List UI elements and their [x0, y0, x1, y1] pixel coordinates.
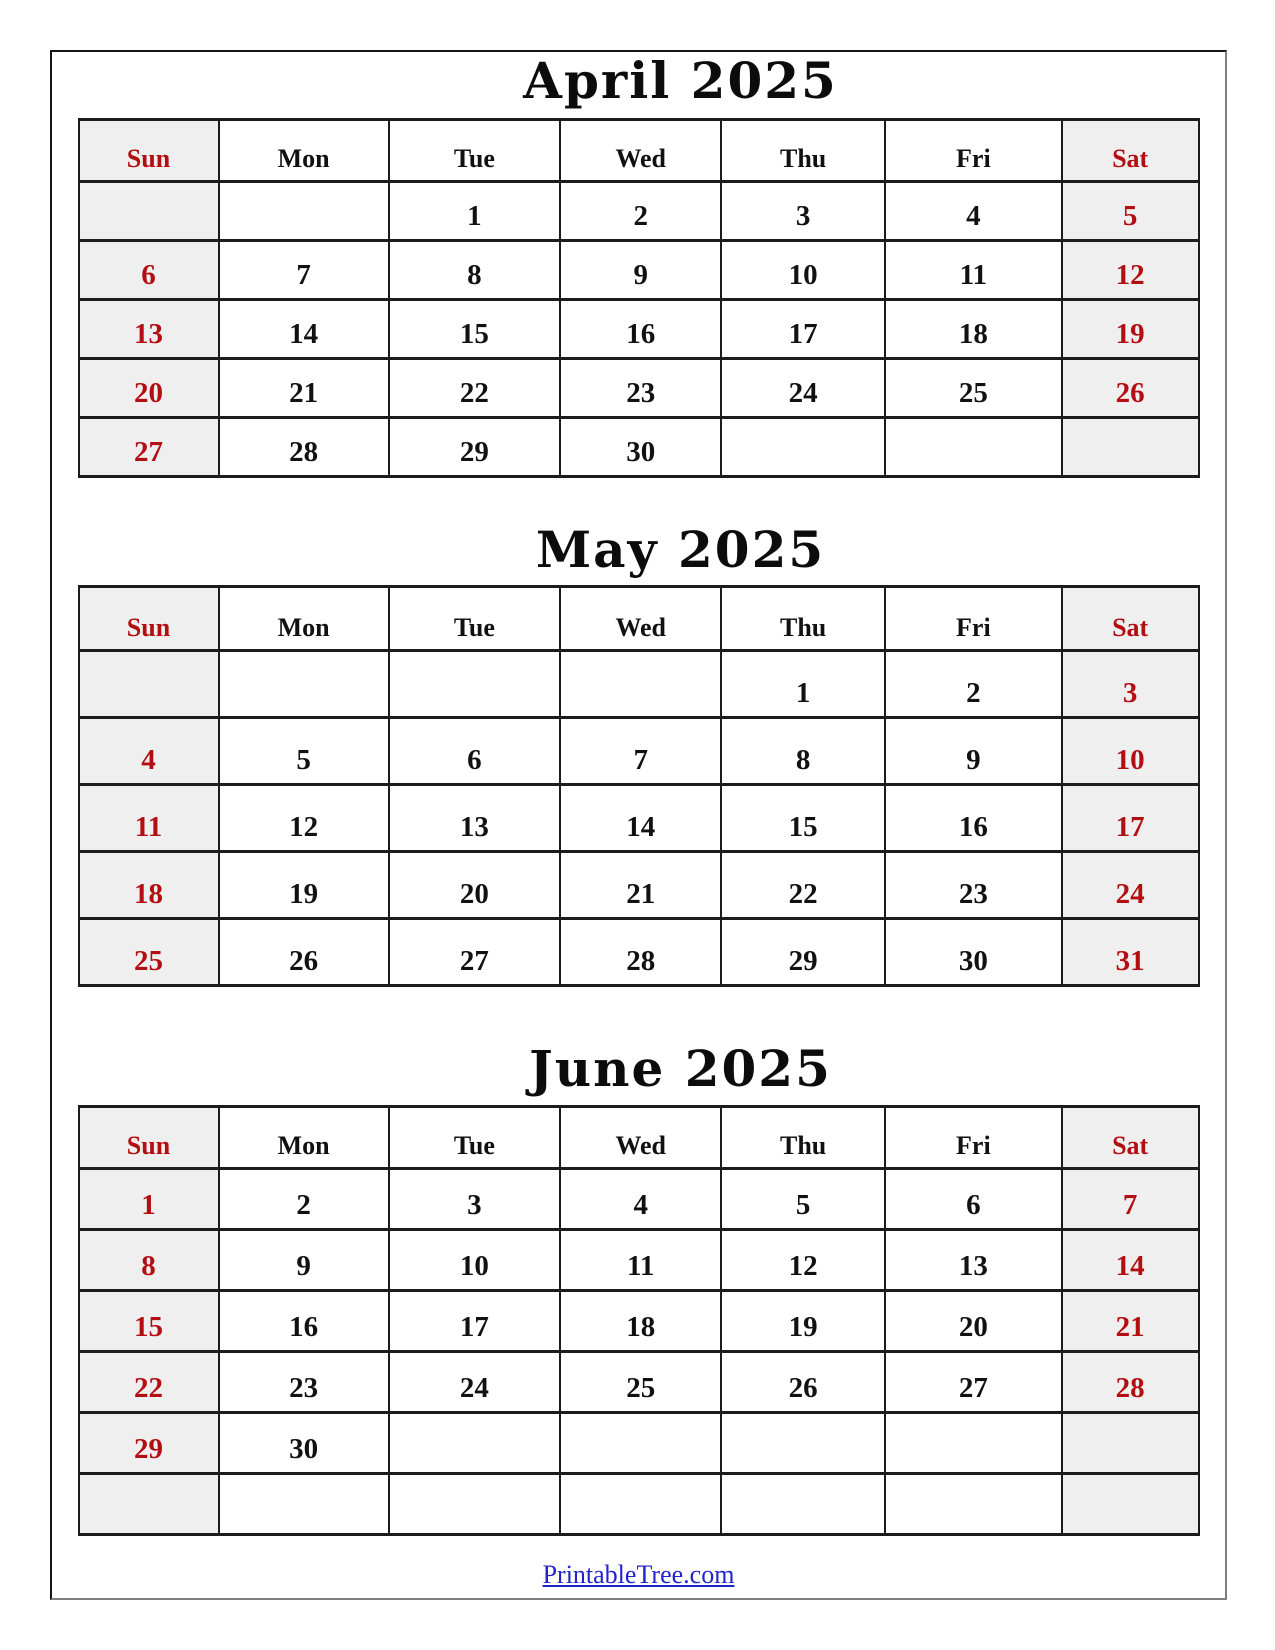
empty-day-cell: [79, 651, 219, 718]
week-row: [79, 651, 1199, 718]
week-row: [79, 240, 1199, 299]
day-cell: 25: [885, 358, 1062, 417]
week-row: [79, 1168, 1199, 1229]
day-cell: 27: [79, 417, 219, 476]
day-cell: 6: [79, 240, 219, 299]
empty-day-cell: [1062, 417, 1199, 476]
day-cell: 12: [1062, 240, 1199, 299]
month-section-april: [52, 51, 1225, 478]
week-row: [79, 1351, 1199, 1412]
day-cell: 2: [219, 1168, 389, 1229]
month-section-may: [52, 519, 1225, 988]
day-cell: 29: [79, 1412, 219, 1473]
empty-day-cell: [389, 1473, 560, 1534]
month-title: June 2025: [529, 1039, 832, 1098]
day-cell: 9: [885, 718, 1062, 785]
day-cell: 8: [721, 718, 885, 785]
day-cell: 3: [721, 181, 885, 240]
day-cell: 21: [219, 358, 389, 417]
day-cell: 23: [219, 1351, 389, 1412]
day-cell: 25: [79, 919, 219, 986]
empty-day-cell: [79, 181, 219, 240]
week-row: [79, 1229, 1199, 1290]
footer: [52, 1560, 1225, 1590]
weekday-header-mon: Mon: [219, 119, 389, 181]
day-cell: 2: [885, 651, 1062, 718]
day-cell: 13: [885, 1229, 1062, 1290]
day-cell: 6: [885, 1168, 1062, 1229]
empty-day-cell: [560, 1412, 721, 1473]
day-cell: 28: [560, 919, 721, 986]
weekday-header-row: [79, 1106, 1199, 1168]
week-row: [79, 417, 1199, 476]
week-row: [79, 181, 1199, 240]
day-cell: 11: [885, 240, 1062, 299]
day-cell: 23: [560, 358, 721, 417]
day-cell: 1: [79, 1168, 219, 1229]
day-cell: 31: [1062, 919, 1199, 986]
day-cell: 23: [885, 852, 1062, 919]
weekday-header-sun: Sun: [79, 587, 219, 651]
weekday-header-row: [79, 119, 1199, 181]
day-cell: 2: [560, 181, 721, 240]
day-cell: 17: [721, 299, 885, 358]
day-cell: 20: [79, 358, 219, 417]
weekday-header-tue: Tue: [389, 587, 560, 651]
day-cell: 8: [79, 1229, 219, 1290]
day-cell: 21: [1062, 1290, 1199, 1351]
day-cell: 7: [219, 240, 389, 299]
day-cell: 27: [885, 1351, 1062, 1412]
day-cell: 19: [721, 1290, 885, 1351]
weekday-header-sat: Sat: [1062, 587, 1199, 651]
day-cell: 14: [1062, 1229, 1199, 1290]
weekday-header-fri: Fri: [885, 119, 1062, 181]
weekday-header-mon: Mon: [219, 587, 389, 651]
week-row: [79, 852, 1199, 919]
calendar-table-june: [78, 1105, 1200, 1536]
day-cell: 4: [79, 718, 219, 785]
weekday-header-wed: Wed: [560, 1106, 721, 1168]
day-cell: 5: [219, 718, 389, 785]
day-cell: 13: [389, 785, 560, 852]
empty-day-cell: [560, 1473, 721, 1534]
day-cell: 5: [721, 1168, 885, 1229]
weekday-header-tue: Tue: [389, 119, 560, 181]
day-cell: 4: [560, 1168, 721, 1229]
day-cell: 16: [885, 785, 1062, 852]
day-cell: 20: [885, 1290, 1062, 1351]
weekday-header-tue: Tue: [389, 1106, 560, 1168]
day-cell: 24: [389, 1351, 560, 1412]
day-cell: 29: [721, 919, 885, 986]
empty-day-cell: [721, 1473, 885, 1534]
day-cell: 26: [219, 919, 389, 986]
empty-day-cell: [389, 1412, 560, 1473]
empty-day-cell: [1062, 1412, 1199, 1473]
week-row: [79, 785, 1199, 852]
empty-day-cell: [389, 651, 560, 718]
week-row: [79, 1412, 1199, 1473]
day-cell: 9: [560, 240, 721, 299]
day-cell: 26: [1062, 358, 1199, 417]
week-row: [79, 1473, 1199, 1534]
day-cell: 11: [560, 1229, 721, 1290]
day-cell: 15: [721, 785, 885, 852]
weekday-header-fri: Fri: [885, 1106, 1062, 1168]
day-cell: 15: [389, 299, 560, 358]
empty-day-cell: [219, 1473, 389, 1534]
week-row: [79, 358, 1199, 417]
empty-day-cell: [560, 651, 721, 718]
day-cell: 17: [1062, 785, 1199, 852]
weekday-header-thu: Thu: [721, 119, 885, 181]
calendar-table-april: [78, 118, 1200, 478]
weekday-header-sun: Sun: [79, 1106, 219, 1168]
day-cell: 9: [219, 1229, 389, 1290]
month-section-june: [52, 1039, 1225, 1536]
day-cell: 7: [560, 718, 721, 785]
day-cell: 16: [219, 1290, 389, 1351]
day-cell: 18: [560, 1290, 721, 1351]
week-row: [79, 299, 1199, 358]
day-cell: 22: [389, 358, 560, 417]
weekday-header-wed: Wed: [560, 119, 721, 181]
empty-day-cell: [885, 1412, 1062, 1473]
day-cell: 28: [219, 417, 389, 476]
printable-calendar-page: [50, 50, 1227, 1600]
day-cell: 12: [721, 1229, 885, 1290]
day-cell: 27: [389, 919, 560, 986]
day-cell: 4: [885, 181, 1062, 240]
day-cell: 25: [560, 1351, 721, 1412]
empty-day-cell: [219, 181, 389, 240]
week-row: [79, 919, 1199, 986]
day-cell: 7: [1062, 1168, 1199, 1229]
weekday-header-sat: Sat: [1062, 1106, 1199, 1168]
day-cell: 30: [885, 919, 1062, 986]
day-cell: 29: [389, 417, 560, 476]
empty-day-cell: [219, 651, 389, 718]
weekday-header-row: [79, 587, 1199, 651]
day-cell: 5: [1062, 181, 1199, 240]
day-cell: 10: [1062, 718, 1199, 785]
day-cell: 30: [219, 1412, 389, 1473]
weekday-header-sun: Sun: [79, 119, 219, 181]
calendar-table-may: [78, 585, 1200, 987]
day-cell: 19: [1062, 299, 1199, 358]
empty-day-cell: [79, 1473, 219, 1534]
day-cell: 11: [79, 785, 219, 852]
day-cell: 20: [389, 852, 560, 919]
day-cell: 1: [389, 181, 560, 240]
month-title: May 2025: [535, 519, 826, 579]
day-cell: 30: [560, 417, 721, 476]
day-cell: 3: [389, 1168, 560, 1229]
day-cell: 15: [79, 1290, 219, 1351]
day-cell: 14: [219, 299, 389, 358]
day-cell: 12: [219, 785, 389, 852]
week-row: [79, 1290, 1199, 1351]
day-cell: 8: [389, 240, 560, 299]
week-row: [79, 718, 1199, 785]
empty-day-cell: [885, 1473, 1062, 1534]
day-cell: 22: [79, 1351, 219, 1412]
day-cell: 14: [560, 785, 721, 852]
day-cell: 19: [219, 852, 389, 919]
day-cell: 28: [1062, 1351, 1199, 1412]
day-cell: 3: [1062, 651, 1199, 718]
weekday-header-fri: Fri: [885, 587, 1062, 651]
weekday-header-thu: Thu: [721, 1106, 885, 1168]
weekday-header-sat: Sat: [1062, 119, 1199, 181]
day-cell: 1: [721, 651, 885, 718]
day-cell: 24: [721, 358, 885, 417]
day-cell: 6: [389, 718, 560, 785]
month-title: April 2025: [523, 51, 838, 110]
weekday-header-mon: Mon: [219, 1106, 389, 1168]
empty-day-cell: [885, 417, 1062, 476]
empty-day-cell: [721, 1412, 885, 1473]
footer-link[interactable]: PrintableTree.com: [542, 1559, 735, 1589]
weekday-header-wed: Wed: [560, 587, 721, 651]
day-cell: 24: [1062, 852, 1199, 919]
weekday-header-thu: Thu: [721, 587, 885, 651]
day-cell: 18: [79, 852, 219, 919]
day-cell: 21: [560, 852, 721, 919]
day-cell: 16: [560, 299, 721, 358]
day-cell: 22: [721, 852, 885, 919]
day-cell: 10: [389, 1229, 560, 1290]
day-cell: 13: [79, 299, 219, 358]
empty-day-cell: [1062, 1473, 1199, 1534]
empty-day-cell: [721, 417, 885, 476]
day-cell: 10: [721, 240, 885, 299]
day-cell: 17: [389, 1290, 560, 1351]
day-cell: 18: [885, 299, 1062, 358]
day-cell: 26: [721, 1351, 885, 1412]
